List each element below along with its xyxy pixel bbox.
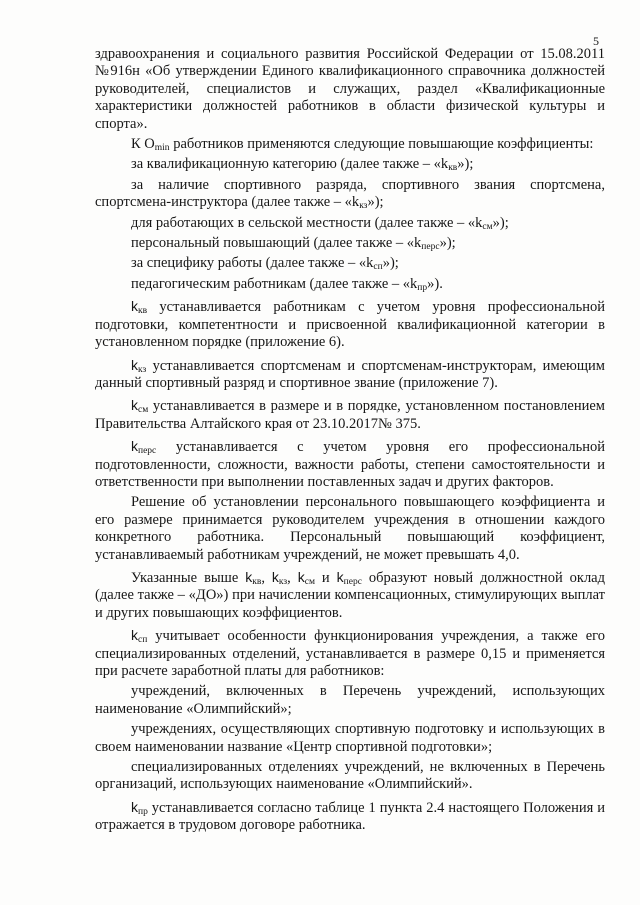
page-number: 5 (593, 34, 599, 48)
paragraph: учреждениях, осуществляющих спортивную подготовку и использующих в своем наименовании название «Центр спортивной подготовки»; (95, 721, 605, 755)
paragraph: К $O_{min}$ работников применяются следующие повышающие коэффициенты: (131, 136, 594, 154)
paragraph: за специфику работы (далее также – «$k_{сп}$»); (131, 255, 399, 273)
paragraph: Решение об установлении персонального повышающего коэффициента и его размере принимается руководителем учреждения в отношении каждого конкретного работника. Персональный повышающий коэффициент, устанавливаемый работникам учреждений, не может превышать 4,0. (95, 494, 605, 563)
paragraph: за квалификационную категорию (далее также – «$k_{кв}$»); (131, 156, 474, 174)
paragraph: персональный повышающий (далее также – «$k_{перс}$»); (131, 235, 456, 253)
document-body (95, 46, 605, 838)
paragraph: для работающих в сельской местности (далее также – «$k_{см}$»); (131, 214, 509, 232)
paragraph: здравоохранения и социального развития Российской Федерации от 15.08.2011 №916н «Об утверждении Единого квалификационного справочника должностей руководителей, специалистов и служащих, раздел «Квалификационные характеристики должностей работников в области физической культуры и спорта». (95, 46, 605, 132)
paragraph: $k_{пр}$ устанавливается согласно таблице 1 пункта 2.4 настоящего Положения и отражается в трудовом договоре работника. (95, 798, 605, 834)
paragraph: специализированных отделениях учреждений, не включенных в Перечень организаций, использующих наименование «Олимпийский». (95, 759, 605, 793)
paragraph: $k_{перс}$ устанавливается с учетом уровня его профессиональной подготовленности, сложности, важности работы, степени самостоятельности и ответственности при выполнении поставленных задач и других факторов. (95, 438, 605, 490)
paragraph: Указанные выше $k_{кв}$, $k_{кз}$, $k_{см}$ и $k_{перс}$ образуют новый должностной оклад (далее также – «ДО») при начислении компенсационных, стимулирующих выплат и других повышающих коэффициентов. (95, 568, 605, 621)
paragraph: $k_{кв}$ устанавливается работникам с учетом уровня профессиональной подготовки, компетентности и присвоенной квалификационной категории в установленном порядке (приложение 6). (95, 298, 605, 351)
paragraph: $k_{кз}$ устанавливается спортсменам и спортсменам-инструкторам, имеющим данный спортивный разряд и спортивное звание (приложение 7). (95, 356, 605, 391)
paragraph: за наличие спортивного разряда, спортивного звания спортсмена, спортсмена-инструктора (далее также – «$k_{кз}$»); (95, 176, 605, 212)
paragraph: учреждений, включенных в Перечень учреждений, использующих наименование «Олимпийский»; (95, 683, 605, 717)
paragraph: $k_{сп}$ учитывает особенности функционирования учреждения, а также его специализированных отделений, устанавливается в размере 0,15 и применяется при расчете заработной платы для работников: (95, 627, 605, 679)
paragraph: педагогическим работникам (далее также – «$k_{пр}$»). (131, 275, 443, 293)
paragraph: $k_{см}$ устанавливается в размере и в порядке, установленном постановлением Правительства Алтайского края от 23.10.2017№ 375. (95, 397, 605, 432)
